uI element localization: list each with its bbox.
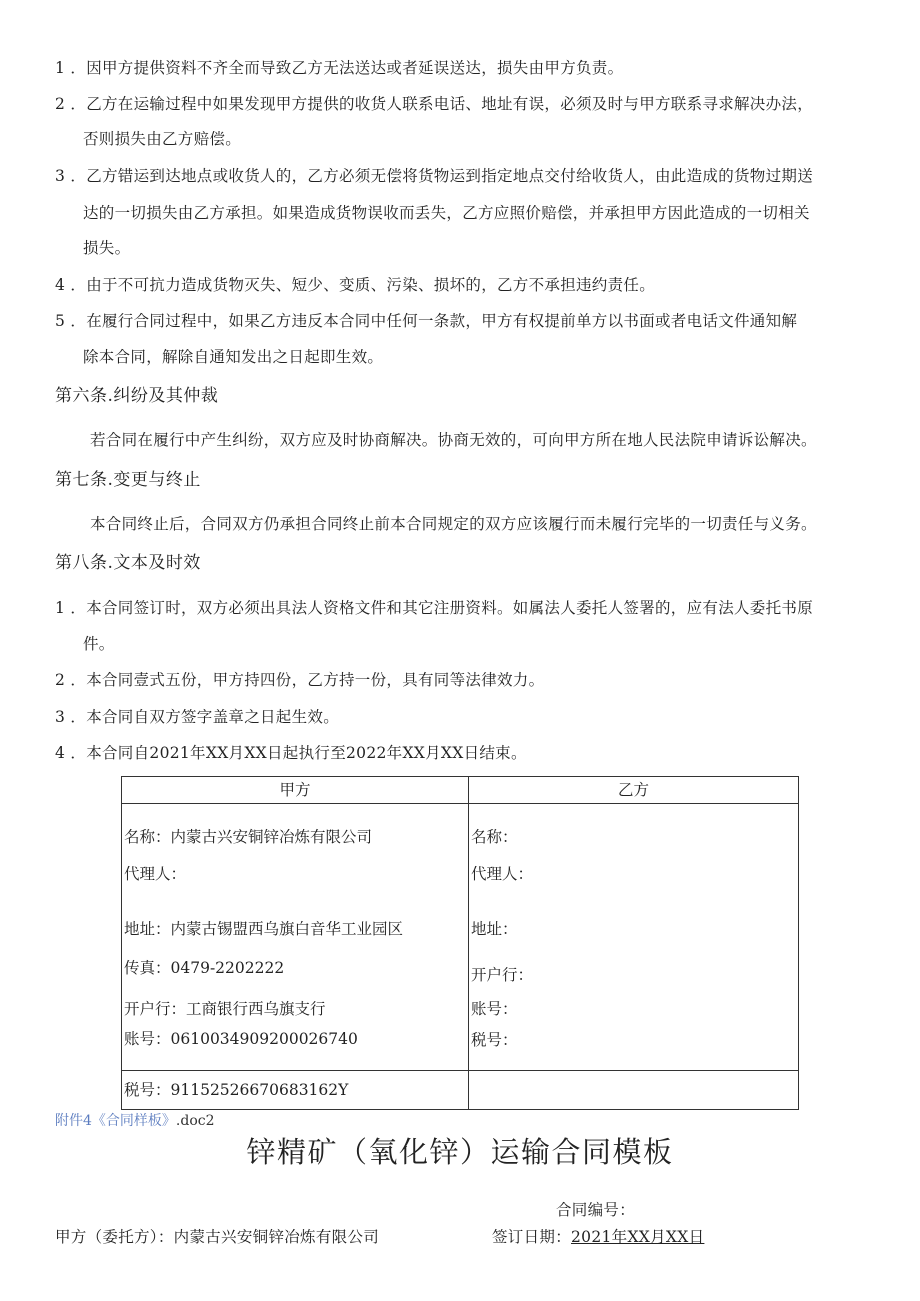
clause-3-cont-2: 损失。	[83, 239, 131, 257]
clause-text: ．因甲方提供资料不齐全而导致乙方无法送达或者延误送达，损失由甲方负责。	[70, 59, 624, 77]
clause-text: ．本合同自2021年XX月XX日起执行至2022年XX月XX日结束。	[70, 744, 527, 762]
clause-number: 2	[55, 95, 66, 113]
clause-text: ．本合同签订时，双方必须出具法人资格文件和其它注册资料。如属法人委托人签署的，应有法人委托书原	[70, 599, 814, 617]
article-7-heading: 第七条.变更与终止	[55, 470, 201, 490]
sign-date	[492, 1225, 704, 1247]
clause-2	[55, 92, 813, 114]
party-a-header: 甲方	[122, 777, 469, 804]
party-a-address: 地址：内蒙古锡盟西乌旗白音华工业园区	[124, 920, 404, 938]
article-8-clause-4	[55, 741, 527, 763]
clause-number: 1	[55, 59, 66, 77]
article-8-clause-3	[55, 705, 339, 727]
clause-text: ．本合同自双方签字盖章之日起生效。	[70, 708, 340, 726]
party-b-name: 名称：	[471, 828, 518, 846]
sign-date-value: 2021年XX月XX日	[571, 1228, 705, 1246]
clause-3-cont-1: 达的一切损失由乙方承担。如果造成货物误收而丢失，乙方应照价赔偿，并承担甲方因此造成的一切相关	[83, 204, 810, 222]
party-b-details	[469, 804, 799, 1071]
attachment-line	[55, 1110, 215, 1130]
article-6-text: 若合同在履行中产生纠纷，双方应及时协商解决。协商无效的，可向甲方所在地人民法院申请诉讼解决。	[90, 431, 817, 449]
contract-number-label: 合同编号：	[556, 1201, 636, 1219]
article-7-text: 本合同终止后，合同双方仍承担合同终止前本合同规定的双方应该履行而未履行完毕的一切责任与义务。	[90, 515, 817, 533]
clause-3	[55, 164, 813, 186]
clause-text: ．乙方错运到达地点或收货人的，乙方必须无偿将货物运到指定地点交付给收货人，由此造成的货物过期送	[70, 167, 814, 185]
party-a-line: 甲方（委托方）：内蒙古兴安铜锌冶炼有限公司	[55, 1228, 380, 1246]
party-a-agent: 代理人：	[124, 865, 187, 883]
party-a-details	[122, 804, 469, 1071]
party-b-agent: 代理人：	[471, 865, 534, 883]
party-b-bank: 开户行：	[471, 966, 534, 984]
party-b-address: 地址：	[471, 920, 518, 938]
article-8-heading: 第八条.文本及时效	[55, 553, 201, 573]
attachment-suffix: .doc2	[175, 1113, 215, 1129]
sign-date-label: 签订日期：	[492, 1228, 572, 1246]
signature-table	[121, 776, 799, 1110]
clause-number: 4	[55, 276, 66, 294]
clause-text: ．在履行合同过程中，如果乙方违反本合同中任何一条款，甲方有权提前单方以书面或者电话文件通知解	[70, 312, 798, 330]
party-b-header: 乙方	[469, 777, 799, 804]
clause-number: 2	[55, 671, 66, 689]
party-b-tax: 税号：	[471, 1031, 518, 1049]
attachment-link[interactable]: 附件4《合同样板》	[55, 1113, 176, 1129]
clause-number: 4	[55, 744, 66, 762]
article-6-heading: 第六条.纠纷及其仲裁	[55, 386, 219, 406]
party-a-account: 账号：0610034909200026740	[124, 1030, 358, 1048]
clause-number: 1	[55, 599, 66, 617]
clause-5-cont: 除本合同，解除自通知发出之日起即生效。	[83, 348, 384, 366]
party-a-tax: 税号：91152526670683162Y	[122, 1071, 469, 1110]
article-8-clause-1	[55, 596, 813, 618]
clause-number: 3	[55, 167, 66, 185]
clause-text: ．由于不可抗力造成货物灭失、短少、变质、污染、损坏的，乙方不承担违约责任。	[70, 276, 656, 294]
clause-text: ．乙方在运输过程中如果发现甲方提供的收货人联系电话、地址有误，必须及时与甲方联系寻求解决办法，	[70, 95, 814, 113]
clause-number: 3	[55, 708, 66, 726]
clause-2-cont: 否则损失由乙方赔偿。	[83, 130, 242, 148]
clause-number: 5	[55, 312, 66, 330]
clause-4	[55, 273, 655, 295]
clause-1	[55, 56, 623, 78]
document-title: 锌精矿（氧化锌）运输合同模板	[246, 1135, 674, 1169]
party-a-name: 名称：内蒙古兴安铜锌冶炼有限公司	[124, 828, 373, 846]
party-b-empty-cell	[469, 1071, 799, 1110]
party-a-fax: 传真：0479-2202222	[124, 959, 285, 977]
article-8-clause-2	[55, 668, 544, 690]
article-8-clause-1-cont: 件。	[83, 635, 115, 653]
party-b-account: 账号：	[471, 1000, 518, 1018]
clause-text: ．本合同壹式五份，甲方持四份，乙方持一份，具有同等法律效力。	[70, 671, 545, 689]
clause-5	[55, 309, 797, 331]
party-a-bank: 开户行：工商银行西乌旗支行	[124, 1000, 326, 1018]
